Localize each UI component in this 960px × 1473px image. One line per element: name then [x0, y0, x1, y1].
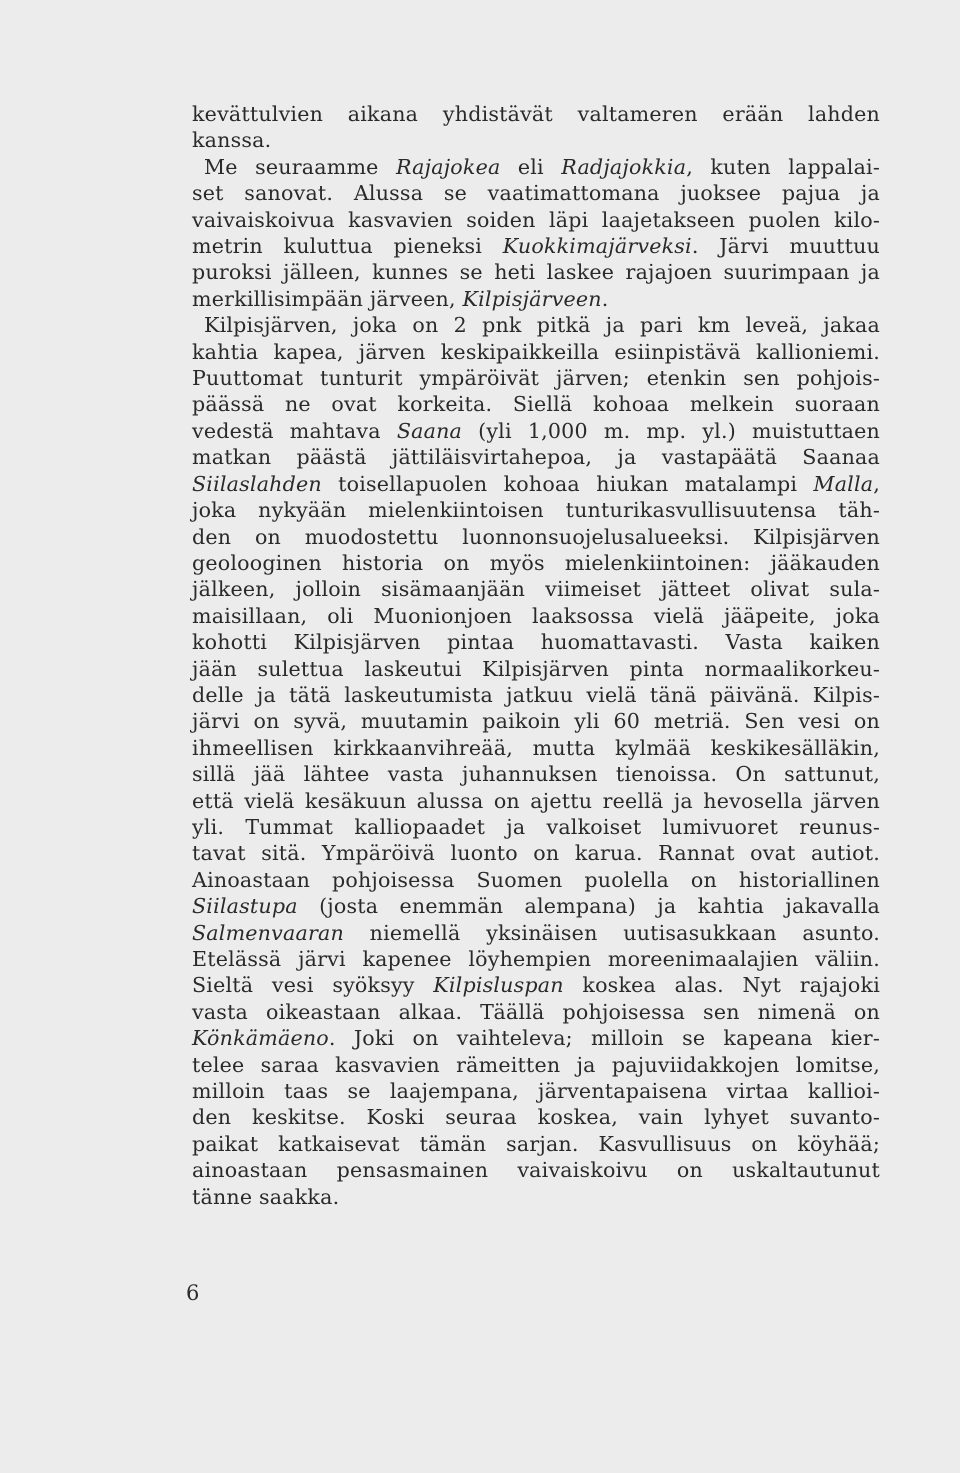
- text-line: paikat katkaisevat tämän sarjan. Kasvullisuus on köyhää;: [192, 1131, 880, 1156]
- text-line: puroksi jälleen, kunnes se heti laskee rajajoen suurimpaan ja: [192, 260, 880, 285]
- italic-term: Saana: [396, 418, 463, 443]
- text-line: vaivaiskoivua kasvavien soiden läpi laajetakseen puolen kilo-: [192, 207, 880, 232]
- text-line: den on muodostettu luonnonsuojelusalueeksi. Kilpisjärven: [192, 524, 880, 549]
- paragraph-1: [192, 101, 880, 154]
- text-run: . Järvi muuttuu: [691, 234, 880, 259]
- text-line: kahtia kapea, järven keskipaikkeilla esiinpistävä kallioniemi.: [192, 339, 880, 364]
- text-line: sillä jää lähtee vasta juhannuksen tienoissa. On sattunut,: [192, 762, 880, 787]
- text-run: metrin kuluttua pieneksi: [192, 234, 503, 259]
- text-run: toisellapuolen kohoaa hiukan matalampi: [321, 471, 814, 496]
- text-run: (josta enemmän alempana) ja kahtia jakavalla: [297, 894, 880, 919]
- italic-term: Siilastupa: [192, 894, 298, 919]
- text-line: set sanovat. Alussa se vaatimattomana juoksee pajua ja: [192, 181, 880, 206]
- text-line: päässä ne ovat korkeita. Siellä kohoaa melkein suoraan: [192, 392, 880, 417]
- italic-term: Salmenvaaran: [192, 920, 344, 945]
- text-run: koskea alas. Nyt rajajoki: [563, 973, 880, 998]
- text-line: Puuttomat tunturit ympäröivät järven; etenkin sen pohjois-: [192, 366, 880, 391]
- text-run: , kuten lappalai-: [686, 154, 880, 179]
- text-line: järvi on syvä, muutamin paikoin yli 60 metriä. Sen vesi on: [192, 709, 880, 734]
- text-line: jälkeen, jolloin sisämaanjään viimeiset jätteet olivat sula-: [192, 577, 880, 602]
- text-line: jään sulettua laskeutui Kilpisjärven pinta normaalikorkeu-: [192, 656, 880, 681]
- text-line: [192, 1025, 880, 1051]
- text-line: joka nykyään mielenkiintoisen tunturikasvullisuutensa täh-: [192, 498, 880, 523]
- italic-term: Rajajokea: [396, 154, 501, 179]
- text-run: (yli 1,000 m. mp. yl.) muistuttaen: [462, 418, 880, 443]
- text-line: [192, 418, 880, 444]
- text-run: . Joki on vaihteleva; milloin se kapeana kier-: [328, 1026, 880, 1051]
- text-run: ,: [873, 471, 880, 496]
- text-line: kanssa.: [192, 128, 272, 153]
- text-line: [192, 286, 880, 312]
- text-line: [192, 233, 880, 259]
- text-line: vasta oikeastaan alkaa. Täällä pohjoisessa sen nimenä on: [192, 999, 880, 1024]
- text-run: Sieltä vesi syöksyy: [192, 973, 434, 998]
- text-line: matkan päästä jättiläisvirtahepoa, ja vastapäätä Saanaa: [192, 445, 880, 470]
- text-line: den keskitse. Koski seuraa koskea, vain lyhyet suvanto-: [192, 1105, 880, 1130]
- text-line: että vielä kesäkuun alussa on ajettu reellä ja hevosella järven: [192, 788, 880, 813]
- italic-term: Kilpisluspan: [433, 973, 564, 998]
- italic-term: Könkämäeno: [192, 1026, 329, 1051]
- text-run: Me seuraamme: [204, 154, 396, 179]
- text-line: [192, 154, 880, 180]
- text-line: milloin taas se laajempana, järventapaisena virtaa kallioi-: [192, 1079, 880, 1104]
- text-line: delle ja tätä laskeutumista jatkuu vielä tänä päivänä. Kilpis-: [192, 682, 880, 707]
- text-line: kevättulvien aikana yhdistävät valtameren erään lahden: [192, 102, 880, 126]
- text-run: niemellä yksinäisen uutisasukkaan asunto.: [343, 920, 880, 945]
- paragraph-2: [192, 154, 880, 312]
- italic-term: Kuokkimajärveksi: [502, 234, 692, 259]
- text-line: [192, 972, 880, 998]
- italic-term: Radjajokkia: [561, 154, 687, 179]
- text-line: tavat sitä. Ympäröivä luonto on karua. Rannat ovat autiot.: [192, 841, 880, 866]
- text-line: Etelässä järvi kapenee löyhempien moreenimaalajien väliin.: [192, 947, 880, 971]
- text-line: Ainoastaan pohjoisessa Suomen puolella on historiallinen: [192, 867, 880, 892]
- text-line: yli. Tummat kalliopaadet ja valkoiset lumivuoret reunus-: [192, 814, 880, 839]
- text-run: .: [601, 286, 609, 311]
- text-line: Kilpisjärven, joka on 2 pnk pitkä ja pari km leveä, jakaa: [204, 313, 880, 338]
- text-line: [192, 920, 880, 946]
- paragraph-3: [192, 312, 880, 1210]
- text-line: telee saraa kasvavien rämeitten ja pajuviidakkojen lomitse,: [192, 1052, 880, 1077]
- italic-term: Siilaslahden: [192, 471, 322, 496]
- text-line: kohotti Kilpisjärven pintaa huomattavasti. Vasta kaiken: [192, 630, 880, 655]
- text-line: tänne saakka.: [192, 1184, 340, 1209]
- text-line: ainoastaan pensasmainen vaivaiskoivu on uskaltautunut: [192, 1158, 880, 1183]
- text-run: vedestä mahtava: [192, 418, 397, 443]
- text-line: [192, 471, 880, 497]
- text-line: ihmeellisen kirkkaanvihreää, mutta kylmää keskikesälläkin,: [192, 735, 880, 760]
- italic-term: Malla: [813, 471, 874, 496]
- page-number: 6: [186, 1281, 200, 1305]
- italic-term: Kilpisjärveen: [462, 286, 602, 311]
- text-line: maisillaan, oli Muonionjoen laaksossa vielä jääpeite, joka: [192, 603, 880, 628]
- text-line: geolooginen historia on myös mielenkiintoinen: jääkauden: [192, 550, 880, 575]
- text-run: merkillisimpään järveen,: [192, 286, 463, 311]
- text-run: eli: [500, 154, 562, 179]
- body-text: [192, 101, 880, 1210]
- text-line: [192, 893, 880, 919]
